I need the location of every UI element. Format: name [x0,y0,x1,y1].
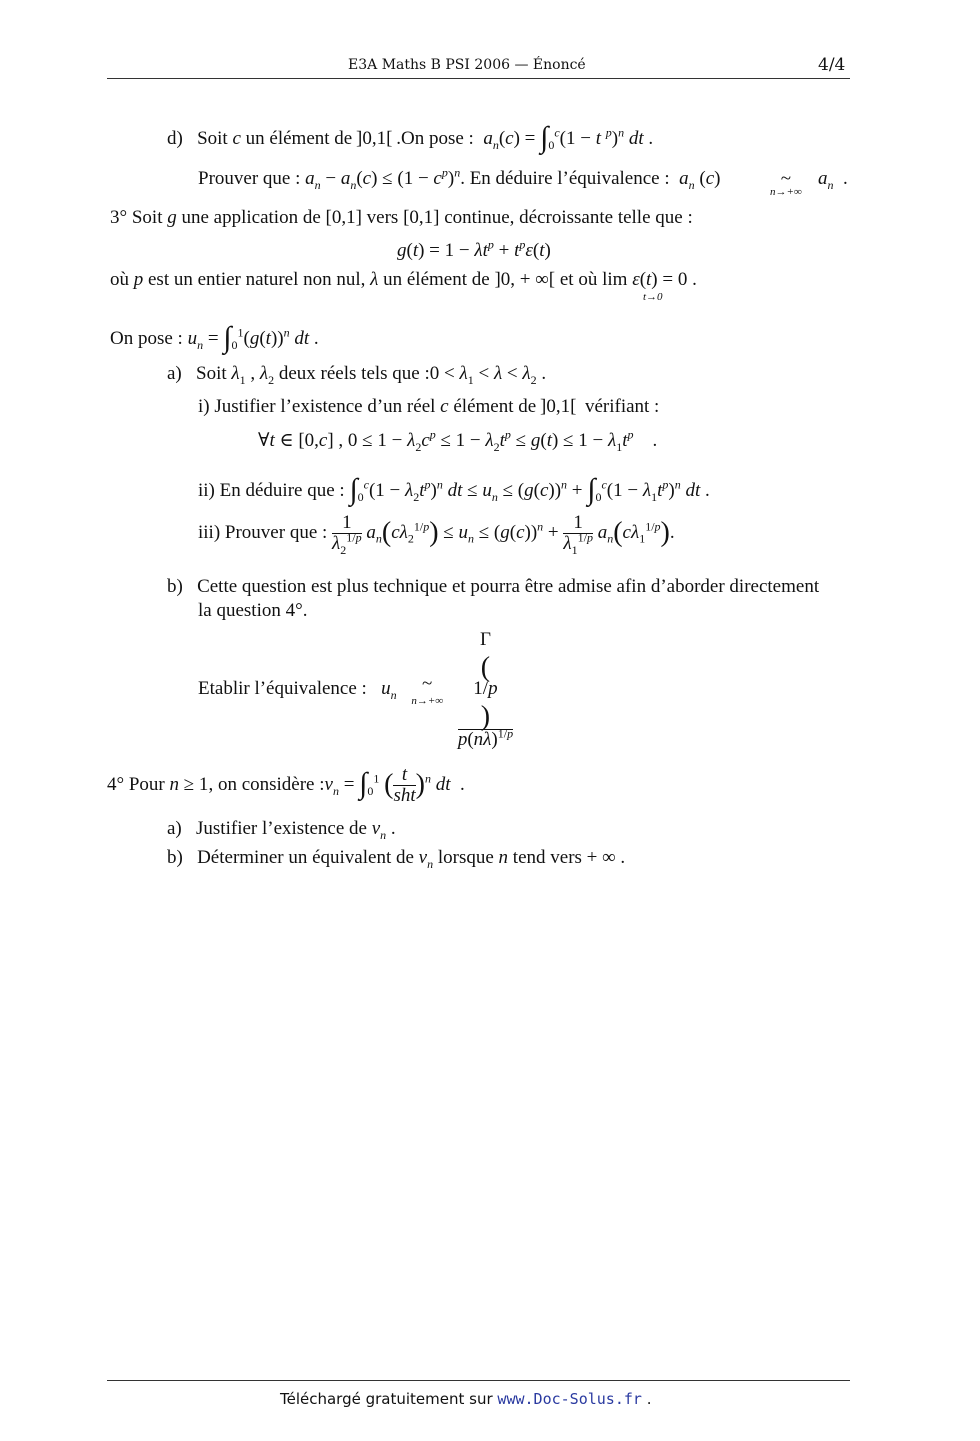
question-2d-line1: d) Soit c un élément de ]0,1[ .On pose : $a_n(c) = \int_0^c(1 - t$ $^p$)$^n$ dt . [167,121,654,154]
footer-rule [107,1380,850,1381]
equivalence-sign: ~ n→+∞ [770,168,802,198]
footer: Téléchargé gratuitement sur www.Doc-Solus.fr . [280,1390,652,1408]
question-2d-line2: Prouver que : $a_n - a_n(c) \le (1 - c^p)^n$. En déduire l’équivalence : $a_n$ (c) [198,165,721,192]
question-3a-iii: iii) Prouver que : $\frac{1}{\lambda_2^{1/p}}$ $a_n(c\lambda_2^{1/p}) \le u_n \le (g(c))^n$ + $\frac{1}{\lambda_1^{1/p}}$ $a_n(c\lambda_1^{1/p})$. [198,512,675,557]
running-header: E3A Maths B PSI 2006 — Énoncé [348,57,586,73]
question-3b-equivalence: Etablir l’équivalence : $u_n$ ~ n→+∞ Γ ( 1/p ) $p(n\lambda)^{1/p}$ [198,629,514,750]
question-3b-line2: la question 4°. [198,600,308,621]
question-2d-an: $a_n$ . [818,168,848,192]
question-4-intro: 4° Pour n ≥ 1, on considère $:v_n = \int_0^1$ ( $\frac{t}{\text{sht}}$ )$^n$ dt . [107,764,465,807]
question-3a-i: i) Justifier l’existence d’un réel c élément de ]0,1[ vérifiant : [198,396,660,417]
question-3a: a) Soit $\lambda_1$ , $\lambda_2$ deux réels tels que :0 < $\lambda_1 < \lambda < \lambda_2$ . [167,363,547,387]
page-number: 4/4 [818,55,846,75]
definition-un: On pose : $u_n = \int_0^1(g(t))^n$ dt . [110,321,319,354]
header-rule [107,78,850,79]
question-3-intro: 3° Soit g une application de [0,1] vers [0,1] continue, décroissante telle que : [110,207,693,228]
inequality-chain: ∀t ∈ [0,c] , $0 \le 1 - \lambda_2c^p \le 1 - \lambda_2t^p \le g(t) \le 1 - \lambda_1t^p$ . [258,427,658,454]
question-3b-line1: b) Cette question est plus technique et pourra être admise afin d’aborder directement [167,576,820,597]
question-3a-ii: ii) En déduire que : $\int_0^c(1 - \lambda_2t^p)^n$ dt ≤ $u_n \le (g(c))^n + \int_0^c(1 - \lambda_1t^p)^n$ dt . [198,473,710,506]
question-4a: a) Justifier l’existence de $v_n$ . [167,818,396,842]
equation-g: $g(t) = 1 - \lambda t^p + t^p\varepsilon(t)$ [397,237,551,261]
question-4b: b) Déterminer un équivalent de $v_n$ lorsque n tend vers + ∞ . [167,847,626,871]
question-3-where: où p est un entier naturel non nul, λ un élément de ]0, + ∞[ et où lim ε(t) = 0 . [110,269,697,290]
limit-subscript: t→0 [643,291,663,303]
doc-solus-link[interactable]: www.Doc-Solus.fr [497,1390,642,1408]
